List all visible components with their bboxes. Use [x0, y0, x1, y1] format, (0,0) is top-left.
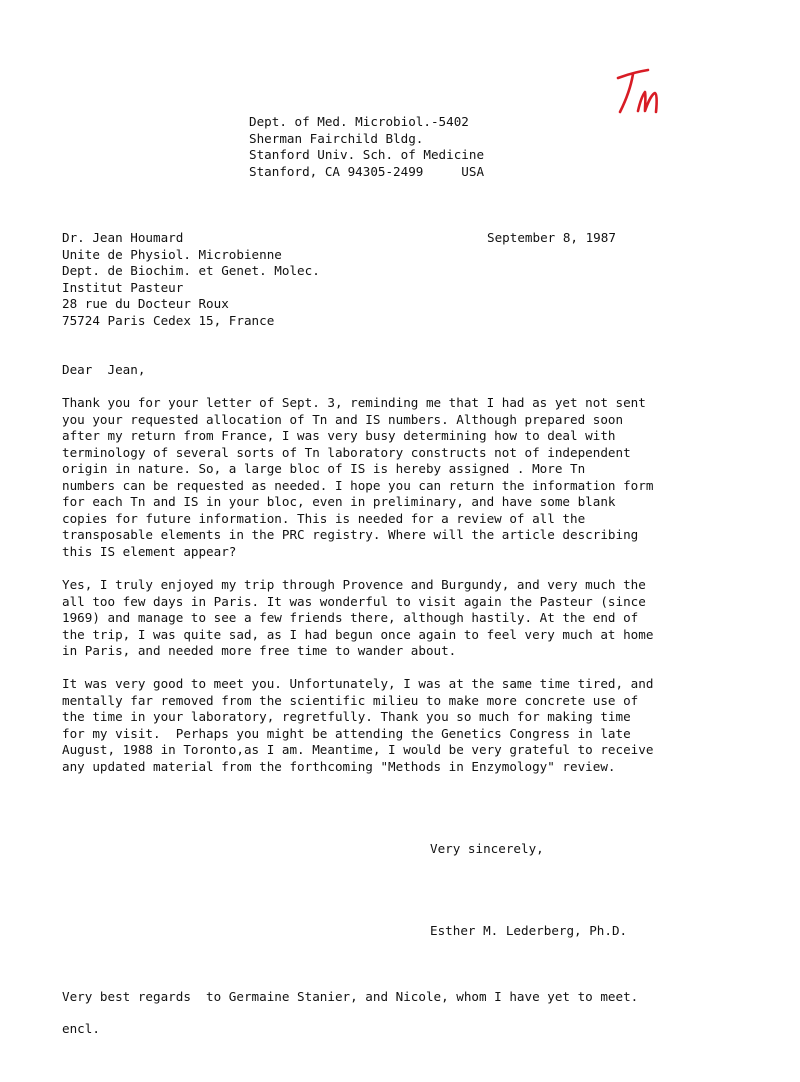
- postscript: Very best regards to Germaine Stanier, and Nicole, whom I have yet to meet.: [62, 989, 639, 1004]
- body-paragraph-3: [62, 676, 653, 775]
- return-address-line: Dept. of Med. Microbiol.-5402: [249, 114, 469, 129]
- recipient-line: Institut Pasteur: [62, 279, 184, 295]
- recipient-line: 28 rue du Docteur Roux: [62, 296, 229, 311]
- closing: Very sincerely,: [430, 841, 544, 856]
- body-paragraph-1: [62, 395, 653, 560]
- return-address-line: Sherman Fairchild Bldg.: [249, 130, 424, 146]
- body-line: the trip, I was quite sad, as I had begun once again to feel very much at home: [62, 626, 654, 642]
- signature: Esther M. Lederberg, Ph.D.: [430, 923, 628, 938]
- body-line: after my return from France, I was very busy determining how to deal with: [62, 428, 616, 443]
- recipient-line: Unite de Physiol. Microbienne: [62, 246, 282, 262]
- body-line: for my visit. Perhaps you might be attending the Genetics Congress in late: [62, 725, 631, 741]
- body-paragraph-2: [62, 577, 653, 660]
- recipient-address: [62, 230, 320, 329]
- body-line: It was very good to meet you. Unfortunately, I was at the same time tired, and: [62, 676, 654, 691]
- salutation: Dear Jean,: [62, 362, 146, 377]
- body-line: in Paris, and needed more free time to wander about.: [62, 643, 457, 658]
- body-line: August, 1988 in Toronto,as I am. Meantime, I would be very grateful to receive: [62, 742, 654, 757]
- body-line: numbers can be requested as needed. I hope you can return the information form: [62, 477, 654, 493]
- body-line: you your requested allocation of Tn and IS numbers. Although prepared soon: [62, 411, 624, 427]
- recipient-line: 75724 Paris Cedex 15, France: [62, 312, 275, 328]
- body-line: this IS element appear?: [62, 543, 237, 559]
- body-line: mentally far removed from the scientific milieu to make more concrete use of: [62, 692, 639, 708]
- body-line: 1969) and manage to see a few friends there, although hastily. At the end of: [62, 610, 639, 625]
- letter-date: September 8, 1987: [487, 230, 616, 245]
- recipient-line: Dr. Jean Houmard: [62, 230, 184, 245]
- handwritten-tn-mark: [612, 66, 674, 122]
- body-line: Yes, I truly enjoyed my trip through Provence and Burgundy, and very much the: [62, 577, 646, 592]
- return-address: [249, 114, 484, 180]
- body-line: copies for future information. This is needed for a review of all the: [62, 510, 586, 526]
- body-line: terminology of several sorts of Tn laboratory constructs not of independent: [62, 444, 631, 460]
- return-address-line: Stanford, CA 94305-2499 USA: [249, 163, 485, 179]
- enclosure-note: encl.: [62, 1021, 100, 1036]
- body-line: all too few days in Paris. It was wonderful to visit again the Pasteur (since: [62, 593, 646, 609]
- body-line: transposable elements in the PRC registry. Where will the article describing: [62, 527, 639, 542]
- recipient-line: Dept. de Biochim. et Genet. Molec.: [62, 263, 320, 278]
- body-line: the time in your laboratory, regretfully. Thank you so much for making time: [62, 709, 631, 724]
- return-address-line: Stanford Univ. Sch. of Medicine: [249, 147, 485, 162]
- body-line: any updated material from the forthcoming "Methods in Enzymology" review.: [62, 758, 616, 774]
- body-line: for each Tn and IS in your bloc, even in preliminary, and have some blank: [62, 494, 616, 509]
- body-line: origin in nature. So, a large bloc of IS is hereby assigned . More Tn: [62, 461, 586, 476]
- body-line: Thank you for your letter of Sept. 3, reminding me that I had as yet not sent: [62, 395, 646, 410]
